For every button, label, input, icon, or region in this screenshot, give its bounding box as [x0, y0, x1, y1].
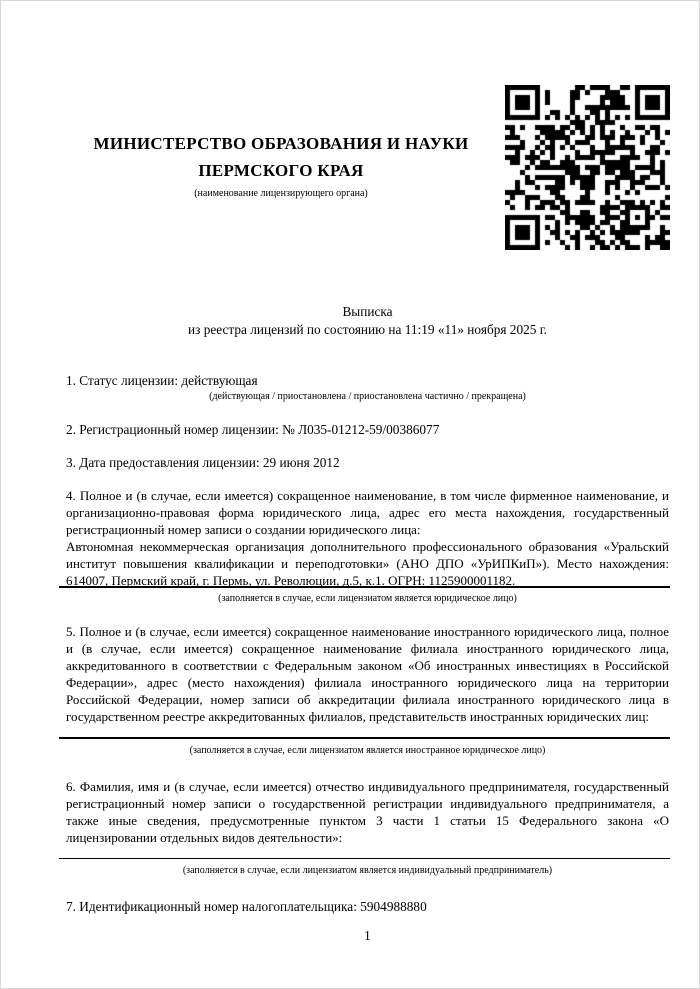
entrepreneur-caption: (заполняется в случае, если лицензиатом является индивидуальный предприниматель) — [182, 865, 553, 876]
licensing-authority-header — [41, 130, 521, 200]
legal-entity-value: Автономная некоммерческая организация дополнительного профессионального образования «Уральский институт повышения квалификации и переподготовки» (АНО ДПО «УрИПКиП»). Место нахождения: 614007, Пермский край, г. Пермь, ул. Революции, д.5, к.1. ОГРН: 1125900001182. — [66, 539, 669, 588]
grant-date-line: 3. Дата предоставления лицензии: 29 июня 2012 — [66, 455, 340, 470]
taxpayer-id-line: 7. Идентификационный номер налогоплательщика: 5904988880 — [66, 899, 427, 914]
legal-entity-label: 4. Полное и (в случае, если имеется) сокращенное наименование, в том числе фирменное наименование, и организационно-правовая форма юридического лица, адрес его места нахождения, государственный регистрационный номер записи о создании юридического лица: — [66, 488, 669, 537]
legal-entity-rule — [59, 586, 670, 588]
registration-number-line: 2. Регистрационный номер лицензии: № Л035-01212-59/00386077 — [66, 422, 440, 437]
license-status-caption: (действующая / приостановлена / приостановлена частично / прекращена) — [209, 391, 526, 402]
entrepreneur-rule — [59, 858, 670, 859]
license-status-line: 1. Статус лицензии: действующая — [66, 373, 258, 388]
document-title-line1: Выписка — [342, 304, 393, 319]
entrepreneur-label: 6. Фамилия, имя и (в случае, если имеется) отчество индивидуального предпринимателя, государственный регистрационный номер записи о государственной регистрации индивидуального предпринимателя, а также иные сведения, предусмотренные пунктом 3 части 1 статьи 15 Федерального закона «О лицензировании отдельных видов деятельности»: — [66, 779, 669, 845]
ministry-caption: (наименование лицензирующего органа) — [194, 188, 368, 199]
foreign-entity-label: 5. Полное и (в случае, если имеется) сокращенное наименование иностранного юридического лица, полное и (в случае, если имеется) сокращенное наименование филиала иностранного юридического лица, аккредитованного в соответствии с Федеральным законом «Об иностранных инвестициях в Российской Федерации», адрес (место нахождения) филиала иностранного юридического лица на территории Российской Федерации, номер записи об аккредитации филиала иностранного юридического лица в государственном реестре аккредитованных филиалов, представительств иностранных юридических лиц: — [66, 624, 669, 724]
legal-entity-caption: (заполняется в случае, если лицензиатом является юридическое лицо) — [218, 593, 517, 604]
page-number: 1 — [364, 928, 371, 943]
foreign-entity-caption: (заполняется в случае, если лицензиатом является иностранное юридическое лицо) — [189, 745, 546, 756]
legal-entity-section — [66, 487, 669, 589]
entrepreneur-section — [66, 778, 669, 846]
ministry-name-line1: МИНИСТЕРСТВО ОБРАЗОВАНИЯ И НАУКИ — [93, 134, 469, 153]
document-title-line2: из реестра лицензий по состоянию на 11:19 «11» ноября 2025 г. — [188, 321, 547, 337]
document-title — [66, 303, 669, 338]
qr-code-icon — [505, 85, 670, 250]
ministry-name-line2: ПЕРМСКОГО КРАЯ — [198, 161, 364, 180]
foreign-entity-section — [66, 623, 669, 725]
foreign-entity-rule — [59, 737, 670, 739]
